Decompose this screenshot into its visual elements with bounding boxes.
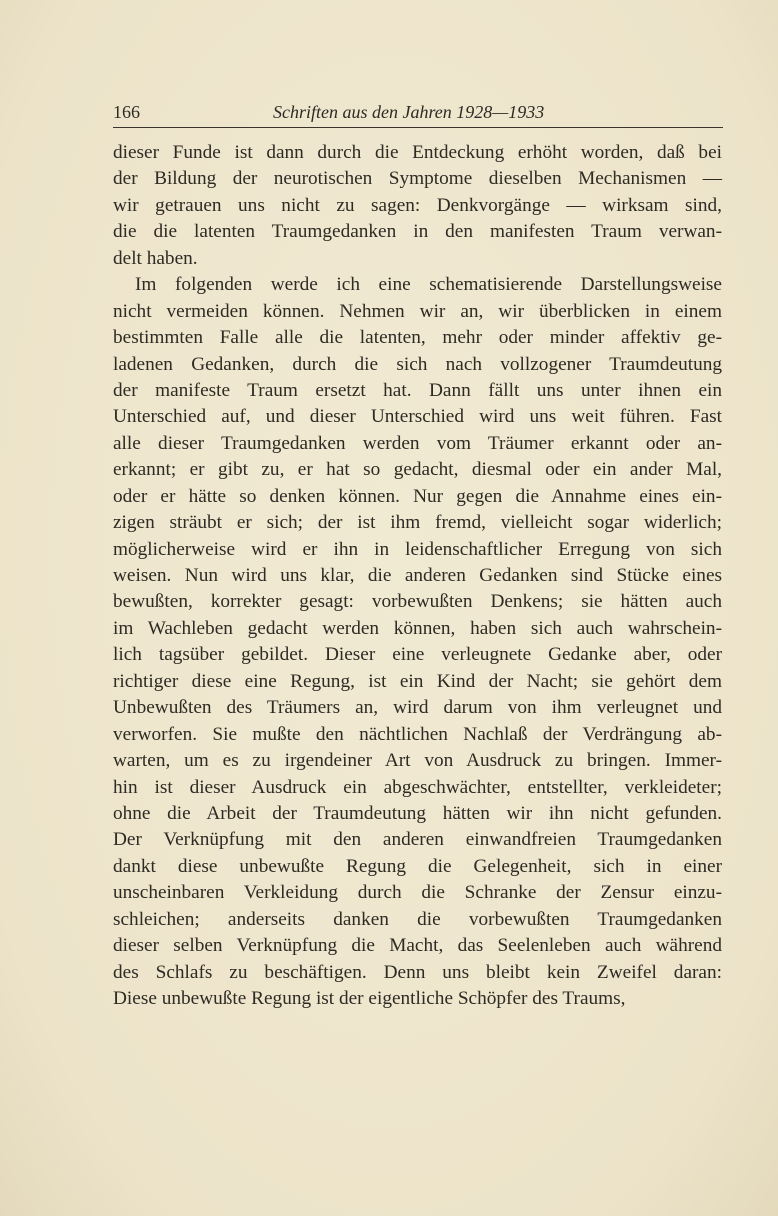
text-line: ohne die Arbeit der Traumdeutung hätten wir ihn nicht gefunden. <box>113 802 722 824</box>
text-line: bestimmten Falle alle die latenten, mehr oder minder affektiv ge- <box>113 327 722 349</box>
text-line: Unbewußten des Träumers an, wird darum von ihm verleugnet und <box>113 697 722 719</box>
text-line: wir getrauen uns nicht zu sagen: Denkvorgänge — wirksam sind, <box>113 194 722 216</box>
text-line: schleichen; anderseits danken die vorbewußten Traumgedanken <box>113 908 722 930</box>
running-title: Schriften aus den Jahren 1928—1933 <box>273 102 545 122</box>
text-line: dieser selben Verknüpfung die Macht, das Seelenleben auch während <box>113 935 722 957</box>
text-line: des Schlafs zu beschäftigen. Denn uns bleibt kein Zweifel daran: <box>113 961 722 983</box>
text-line: der Bildung der neurotischen Symptome dieselben Mechanismen — <box>113 168 722 190</box>
text-line: unscheinbaren Verkleidung durch die Schranke der Zensur einzu- <box>113 882 722 904</box>
text-line: lich tagsüber gebildet. Dieser eine verleugnete Gedanke aber, oder <box>113 644 722 666</box>
text-line: Unterschied auf, und dieser Unterschied wird uns weit führen. Fast <box>113 406 722 428</box>
running-header <box>113 100 722 126</box>
text-line: warten, um es zu irgendeiner Art von Ausdruck zu bringen. Immer- <box>113 750 722 772</box>
body-text <box>113 140 722 1012</box>
text-line: zigen sträubt er sich; der ist ihm fremd, vielleicht sogar widerlich; <box>113 512 722 534</box>
text-line: möglicherweise wird er ihn in leidenschaftlicher Erregung von sich <box>113 538 722 560</box>
text-line: bewußten, korrekter gesagt: vorbewußten Denkens; sie hätten auch <box>113 591 722 613</box>
text-line: dieser Funde ist dann durch die Entdeckung erhöht worden, daß bei <box>113 142 722 163</box>
text-line: alle dieser Traumgedanken werden vom Träumer erkannt oder an- <box>113 432 722 454</box>
text-line: delt haben. <box>113 247 198 269</box>
text-line: Diese unbewußte Regung ist der eigentliche Schöpfer des Traums, <box>113 988 626 1009</box>
header-rule <box>113 127 723 128</box>
text-line: Im folgenden werde ich eine schematisierende Darstellungsweise <box>135 274 722 296</box>
text-line: ladenen Gedanken, durch die sich nach vollzogener Traumdeutung <box>113 353 722 375</box>
text-line: richtiger diese eine Regung, ist ein Kind der Nacht; sie gehört dem <box>113 670 722 692</box>
text-line: hin ist dieser Ausdruck ein abgeschwächter, entstellter, verkleideter; <box>113 776 722 798</box>
paragraph <box>113 140 722 272</box>
text-line: im Wachleben gedacht werden können, haben sich auch wahrschein- <box>113 617 722 639</box>
text-line: Der Verknüpfung mit den anderen einwandfreien Traumgedanken <box>113 829 722 851</box>
paragraph <box>113 272 722 1012</box>
text-line: die die latenten Traumgedanken in den manifesten Traum verwan- <box>113 221 722 243</box>
text-line: dankt diese unbewußte Regung die Gelegenheit, sich in einer <box>113 855 722 877</box>
text-line: nicht vermeiden können. Nehmen wir an, wir überblicken in einem <box>113 300 722 322</box>
text-line: der manifeste Traum ersetzt hat. Dann fällt uns unter ihnen ein <box>113 379 722 401</box>
text-line: weisen. Nun wird uns klar, die anderen Gedanken sind Stücke eines <box>113 565 722 586</box>
text-line: erkannt; er gibt zu, er hat so gedacht, diesmal oder ein ander Mal, <box>113 459 722 481</box>
text-line: verworfen. Sie mußte den nächtlichen Nachlaß der Verdrängung ab- <box>113 723 722 745</box>
page-number: 166 <box>113 102 140 122</box>
text-line: oder er hätte so denken können. Nur gegen die Annahme eines ein- <box>113 485 722 507</box>
